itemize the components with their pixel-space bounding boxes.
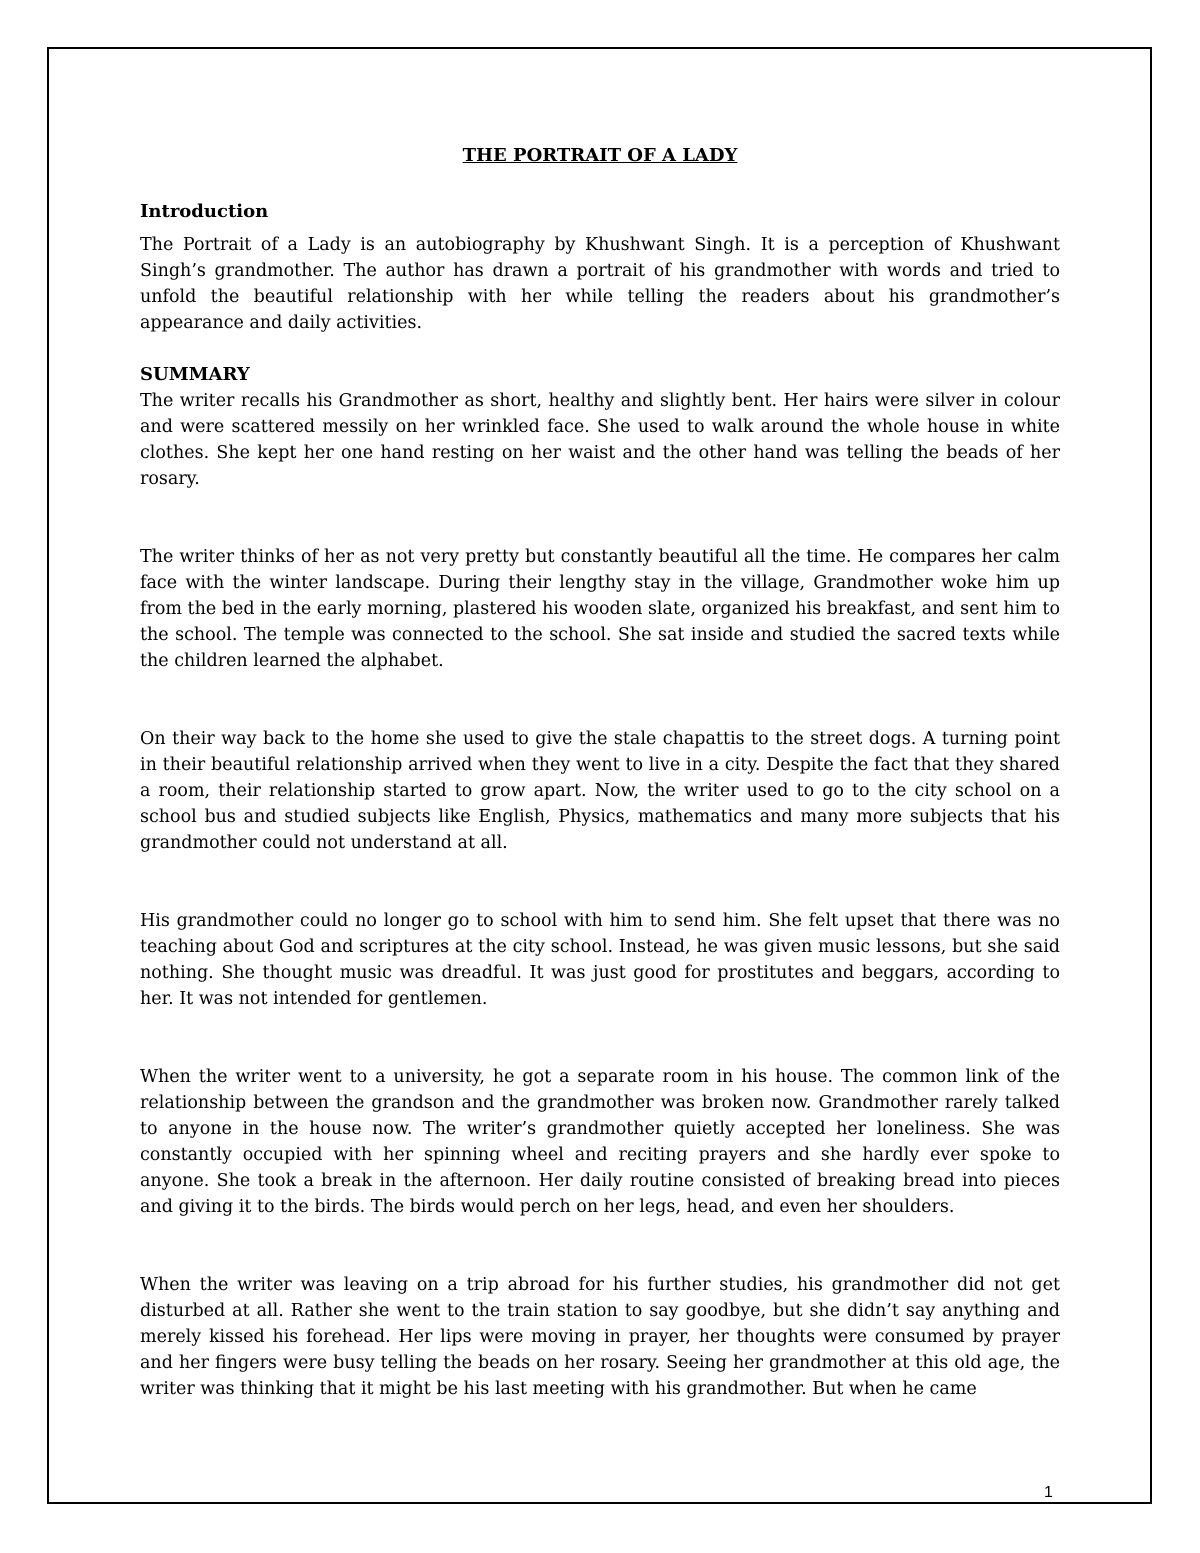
spacer	[140, 492, 1060, 544]
spacer	[140, 1220, 1060, 1272]
summary-heading: SUMMARY	[140, 364, 250, 385]
summary-paragraph-5: When the writer went to a university, he got a separate room in his house. The common link of the relationship between the grandson and the grandmother was broken now. Grandmother rarely talked to anyone in the house now. The writer’s grandmother quietly accepted her loneliness. She was constantly occupied with her spinning wheel and reciting prayers and she hardly ever spoke to anyone. She took a break in the afternoon. Her daily routine consisted of breaking bread into pieces and giving it to the birds. The birds would perch on her legs, head, and even her shoulders.	[140, 1067, 1060, 1217]
summary-paragraph-6: When the writer was leaving on a trip abroad for his further studies, his grandmother did not get disturbed at all. Rather she went to the train station to say goodbye, but she didn’t say anything and merely kissed his forehead. Her lips were moving in prayer, her thoughts were consumed by prayer and her fingers were busy telling the beads on her rosary. Seeing her grandmother at this old age, the writer was thinking that it might be his last meeting with his grandmother. But when he came	[140, 1275, 1060, 1399]
spacer	[140, 1012, 1060, 1064]
spacer	[140, 674, 1060, 726]
document-title: THE PORTRAIT OF A LADY	[462, 145, 738, 166]
summary-paragraph-2: The writer thinks of her as not very pretty but constantly beautiful all the time. He compares her calm face with the winter landscape. During their lengthy stay in the village, Grandmother woke him up from the bed in the early morning, plastered his wooden slate, organized his breakfast, and sent him to the school. The temple was connected to the school. She sat inside and studied the sacred texts while the children learned the alphabet.	[140, 547, 1060, 671]
spacer	[140, 856, 1060, 908]
spacer	[140, 336, 1060, 362]
summary-paragraph-1: The writer recalls his Grandmother as short, healthy and slightly bent. Her hairs were silver in colour and were scattered messily on her wrinkled face. She used to walk around the whole house in white clothes. She kept her one hand resting on her waist and the other hand was telling the beads of her rosary.	[140, 391, 1060, 489]
summary-paragraph-3: On their way back to the home she used to give the stale chapattis to the street dogs. A turning point in their beautiful relationship arrived when they went to live in a city. Despite the fact that they shared a room, their relationship started to grow apart. Now, the writer used to go to the city school on a school bus and studied subjects like English, Physics, mathematics and many more subjects that his grandmother could not understand at all.	[140, 729, 1060, 853]
introduction-paragraph: The Portrait of a Lady is an autobiography by Khushwant Singh. It is a perception of Khushwant Singh’s grandmother. The author has drawn a portrait of his grandmother with words and tried to unfold the beautiful relationship with her while telling the readers about his grandmother’s appearance and daily activities.	[140, 235, 1060, 333]
summary-paragraph-4: His grandmother could no longer go to school with him to send him. She felt upset that there was no teaching about God and scriptures at the city school. Instead, he was given music lessons, but she said nothing. She thought music was dreadful. It was just good for prostitutes and beggars, according to her. It was not intended for gentlemen.	[140, 911, 1060, 1009]
page-number: 1	[1044, 1484, 1053, 1501]
document-body	[140, 143, 1060, 1402]
introduction-heading: Introduction	[140, 201, 269, 222]
